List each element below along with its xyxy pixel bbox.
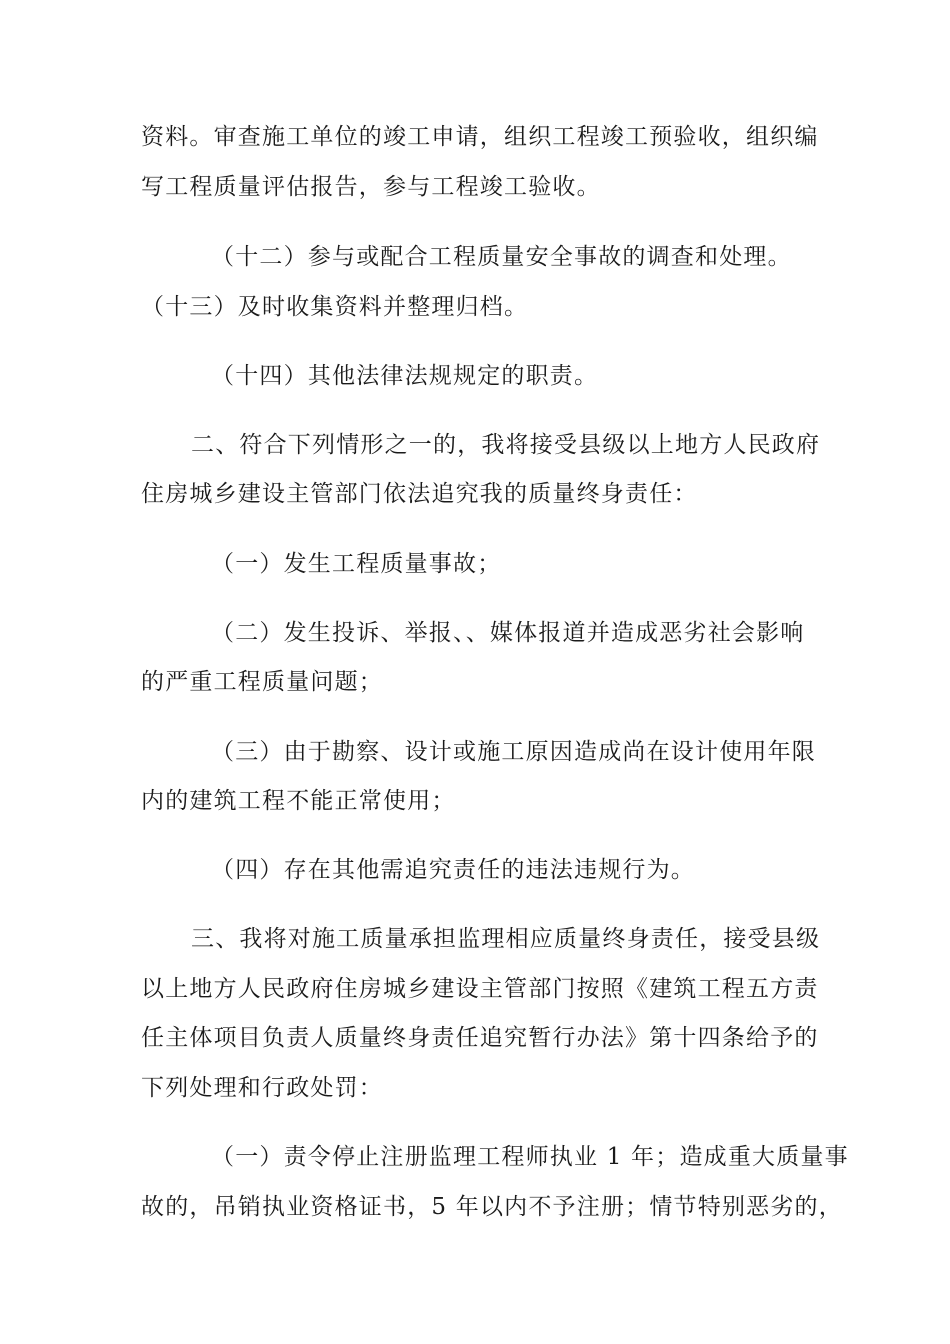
- text-line: （十二）参与或配合工程质量安全事故的调查和处理。: [211, 244, 792, 270]
- text-line: 内的建筑工程不能正常使用；: [141, 788, 456, 814]
- text-line: 的严重工程质量问题；: [141, 669, 383, 695]
- text-line: （四）存在其他需追究责任的违法违规行为。: [211, 857, 695, 883]
- text-line: 资料。审查施工单位的竣工申请，组织工程竣工预验收，组织编: [141, 124, 819, 150]
- text-line: （十四）其他法律法规规定的职责。: [211, 363, 599, 389]
- text-line: （一）发生工程质量事故；: [211, 551, 502, 577]
- text-line: （二）发生投诉、举报、、媒体报道并造成恶劣社会影响: [211, 620, 805, 646]
- text-line: 住房城乡建设主管部门依法追究我的质量终身责任：: [141, 481, 698, 507]
- text-line: 三、我将对施工质量承担监理相应质量终身责任，接受县级: [191, 926, 821, 952]
- text-line: 以上地方人民政府住房城乡建设主管部门按照《建筑工程五方责: [141, 976, 819, 1002]
- text-line: 二、符合下列情形之一的，我将接受县级以上地方人民政府: [191, 432, 821, 458]
- text-line: （十三）及时收集资料并整理归档。: [141, 294, 529, 320]
- text-line: 下列处理和行政处罚：: [141, 1075, 383, 1101]
- text-line: 故的，吊销执业资格证书，5 年以内不予注册；情节特别恶劣的，: [141, 1194, 843, 1220]
- text-line: （三）由于勘察、设计或施工原因造成尚在设计使用年限: [211, 739, 816, 765]
- text-line: （一）责令停止注册监理工程师执业 1 年；造成重大质量事: [211, 1144, 849, 1170]
- text-line: 写工程质量评估报告，参与工程竣工验收。: [141, 174, 601, 200]
- text-line: 任主体项目负责人质量终身责任追究暂行办法》第十四条给予的: [141, 1025, 819, 1051]
